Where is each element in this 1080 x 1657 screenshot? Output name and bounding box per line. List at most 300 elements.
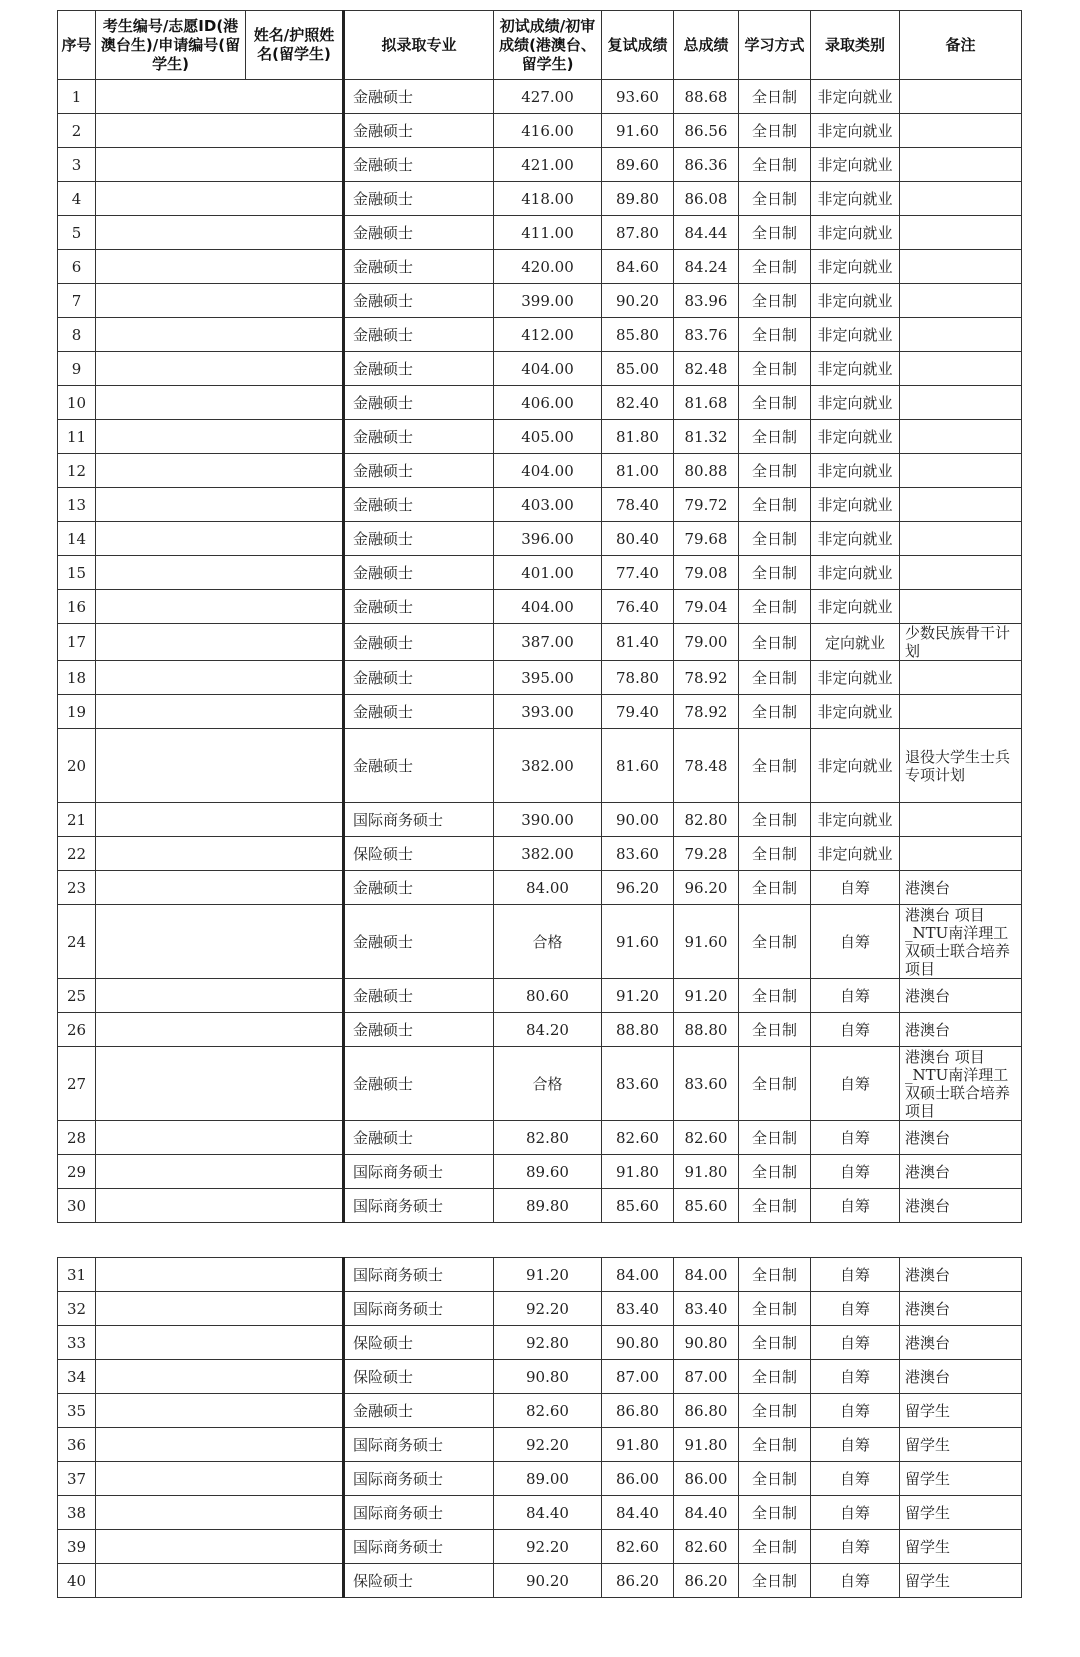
cell-total: 88.68: [674, 80, 739, 114]
cell-retest: 91.60: [602, 905, 674, 979]
table-row: [58, 1394, 1022, 1428]
cell-id: [96, 695, 246, 729]
cell-category: 自筹: [811, 1360, 900, 1394]
cell-total: 78.48: [674, 729, 739, 803]
header-seq: 序号: [58, 11, 96, 80]
cell-name: [246, 1462, 344, 1496]
cell-major: 金融硕士: [344, 250, 494, 284]
cell-seq: 12: [58, 454, 96, 488]
table-row: [58, 1462, 1022, 1496]
cell-prelim: 382.00: [494, 729, 602, 803]
cell-seq: 10: [58, 386, 96, 420]
cell-total: 79.08: [674, 556, 739, 590]
cell-remark: 港澳台: [900, 1292, 1022, 1326]
admission-table-continued: [57, 1257, 1022, 1598]
cell-total: 90.80: [674, 1326, 739, 1360]
cell-major: 金融硕士: [344, 556, 494, 590]
cell-remark: [900, 590, 1022, 624]
cell-seq: 17: [58, 624, 96, 661]
cell-id: [96, 1530, 246, 1564]
cell-id: [96, 979, 246, 1013]
cell-remark: 退役大学生士兵专项计划: [900, 729, 1022, 803]
cell-major: 金融硕士: [344, 871, 494, 905]
cell-name: [246, 1530, 344, 1564]
cell-major: 金融硕士: [344, 216, 494, 250]
cell-category: 自筹: [811, 1564, 900, 1598]
cell-name: [246, 522, 344, 556]
cell-seq: 22: [58, 837, 96, 871]
cell-seq: 6: [58, 250, 96, 284]
cell-seq: 13: [58, 488, 96, 522]
cell-major: 金融硕士: [344, 1394, 494, 1428]
cell-retest: 89.80: [602, 182, 674, 216]
cell-total: 79.68: [674, 522, 739, 556]
cell-prelim: 404.00: [494, 454, 602, 488]
cell-name: [246, 1258, 344, 1292]
cell-name: [246, 420, 344, 454]
cell-mode: 全日制: [739, 803, 811, 837]
cell-major: 国际商务硕士: [344, 1155, 494, 1189]
cell-seq: 32: [58, 1292, 96, 1326]
cell-remark: [900, 488, 1022, 522]
cell-mode: 全日制: [739, 871, 811, 905]
cell-major: 金融硕士: [344, 661, 494, 695]
cell-id: [96, 488, 246, 522]
cell-retest: 87.80: [602, 216, 674, 250]
cell-id: [96, 1360, 246, 1394]
cell-major: 国际商务硕士: [344, 1258, 494, 1292]
cell-remark: [900, 216, 1022, 250]
cell-total: 87.00: [674, 1360, 739, 1394]
cell-remark: [900, 556, 1022, 590]
cell-mode: 全日制: [739, 1530, 811, 1564]
cell-retest: 90.00: [602, 803, 674, 837]
cell-name: [246, 729, 344, 803]
cell-retest: 90.80: [602, 1326, 674, 1360]
cell-mode: 全日制: [739, 488, 811, 522]
cell-major: 国际商务硕士: [344, 1292, 494, 1326]
cell-total: 91.80: [674, 1428, 739, 1462]
cell-prelim: 合格: [494, 905, 602, 979]
cell-remark: 留学生: [900, 1530, 1022, 1564]
cell-retest: 76.40: [602, 590, 674, 624]
cell-mode: 全日制: [739, 454, 811, 488]
cell-mode: 全日制: [739, 1496, 811, 1530]
table-row: [58, 1326, 1022, 1360]
table-row: [58, 488, 1022, 522]
cell-id: [96, 284, 246, 318]
cell-category: 自筹: [811, 1258, 900, 1292]
cell-mode: 全日制: [739, 386, 811, 420]
cell-prelim: 89.00: [494, 1462, 602, 1496]
admission-list-sheet: [57, 10, 1021, 1598]
cell-category: 非定向就业: [811, 556, 900, 590]
cell-total: 79.00: [674, 624, 739, 661]
cell-prelim: 404.00: [494, 590, 602, 624]
cell-prelim: 90.80: [494, 1360, 602, 1394]
cell-major: 金融硕士: [344, 1121, 494, 1155]
cell-mode: 全日制: [739, 284, 811, 318]
cell-prelim: 84.40: [494, 1496, 602, 1530]
cell-total: 78.92: [674, 661, 739, 695]
cell-name: [246, 590, 344, 624]
cell-total: 86.80: [674, 1394, 739, 1428]
cell-mode: 全日制: [739, 695, 811, 729]
cell-retest: 84.00: [602, 1258, 674, 1292]
cell-prelim: 91.20: [494, 1258, 602, 1292]
cell-total: 84.40: [674, 1496, 739, 1530]
cell-prelim: 90.20: [494, 1564, 602, 1598]
cell-id: [96, 522, 246, 556]
table-row: [58, 979, 1022, 1013]
cell-retest: 90.20: [602, 284, 674, 318]
cell-category: 自筹: [811, 1326, 900, 1360]
cell-id: [96, 148, 246, 182]
cell-id: [96, 1189, 246, 1223]
cell-retest: 82.40: [602, 386, 674, 420]
table-row: [58, 284, 1022, 318]
cell-retest: 86.20: [602, 1564, 674, 1598]
cell-category: 自筹: [811, 1462, 900, 1496]
table-body-part2: [58, 1258, 1022, 1598]
table-row: [58, 1360, 1022, 1394]
cell-category: 非定向就业: [811, 590, 900, 624]
cell-remark: 少数民族骨干计划: [900, 624, 1022, 661]
cell-total: 91.80: [674, 1155, 739, 1189]
cell-remark: 港澳台: [900, 979, 1022, 1013]
cell-mode: 全日制: [739, 114, 811, 148]
cell-major: 国际商务硕士: [344, 1189, 494, 1223]
table-row: [58, 1564, 1022, 1598]
cell-prelim: 406.00: [494, 386, 602, 420]
cell-mode: 全日制: [739, 1047, 811, 1121]
table-row: [58, 556, 1022, 590]
header-name: 姓名/护照姓名(留学生): [246, 11, 344, 80]
cell-category: 非定向就业: [811, 114, 900, 148]
cell-category: 非定向就业: [811, 250, 900, 284]
cell-remark: [900, 80, 1022, 114]
cell-total: 79.04: [674, 590, 739, 624]
cell-major: 国际商务硕士: [344, 1462, 494, 1496]
cell-major: 金融硕士: [344, 695, 494, 729]
cell-major: 国际商务硕士: [344, 1428, 494, 1462]
cell-seq: 20: [58, 729, 96, 803]
cell-retest: 87.00: [602, 1360, 674, 1394]
cell-total: 81.68: [674, 386, 739, 420]
cell-major: 金融硕士: [344, 420, 494, 454]
cell-prelim: 382.00: [494, 837, 602, 871]
table-row: [58, 1189, 1022, 1223]
cell-category: 非定向就业: [811, 216, 900, 250]
cell-prelim: 416.00: [494, 114, 602, 148]
cell-major: 金融硕士: [344, 114, 494, 148]
cell-category: 非定向就业: [811, 454, 900, 488]
cell-seq: 11: [58, 420, 96, 454]
cell-retest: 85.60: [602, 1189, 674, 1223]
cell-id: [96, 1462, 246, 1496]
cell-name: [246, 1496, 344, 1530]
cell-total: 82.60: [674, 1121, 739, 1155]
cell-total: 86.20: [674, 1564, 739, 1598]
cell-remark: 港澳台: [900, 1189, 1022, 1223]
cell-retest: 96.20: [602, 871, 674, 905]
cell-mode: 全日制: [739, 216, 811, 250]
cell-major: 国际商务硕士: [344, 803, 494, 837]
table-row: [58, 905, 1022, 979]
cell-id: [96, 1155, 246, 1189]
cell-category: 自筹: [811, 979, 900, 1013]
cell-id: [96, 352, 246, 386]
cell-category: 非定向就业: [811, 318, 900, 352]
cell-major: 金融硕士: [344, 905, 494, 979]
cell-mode: 全日制: [739, 1292, 811, 1326]
cell-prelim: 421.00: [494, 148, 602, 182]
cell-category: 非定向就业: [811, 420, 900, 454]
cell-seq: 21: [58, 803, 96, 837]
cell-total: 81.32: [674, 420, 739, 454]
cell-id: [96, 1394, 246, 1428]
cell-major: 金融硕士: [344, 729, 494, 803]
cell-retest: 83.40: [602, 1292, 674, 1326]
cell-remark: [900, 182, 1022, 216]
cell-remark: 港澳台: [900, 1121, 1022, 1155]
cell-seq: 39: [58, 1530, 96, 1564]
cell-remark: 留学生: [900, 1564, 1022, 1598]
table-row: [58, 1121, 1022, 1155]
cell-category: 非定向就业: [811, 729, 900, 803]
cell-category: 自筹: [811, 1428, 900, 1462]
cell-retest: 91.20: [602, 979, 674, 1013]
cell-id: [96, 182, 246, 216]
cell-major: 金融硕士: [344, 352, 494, 386]
cell-retest: 81.40: [602, 624, 674, 661]
cell-major: 金融硕士: [344, 80, 494, 114]
cell-total: 91.60: [674, 905, 739, 979]
table-row: [58, 386, 1022, 420]
cell-id: [96, 837, 246, 871]
cell-total: 83.60: [674, 1047, 739, 1121]
cell-id: [96, 386, 246, 420]
cell-id: [96, 114, 246, 148]
cell-retest: 86.80: [602, 1394, 674, 1428]
cell-name: [246, 1394, 344, 1428]
cell-total: 80.88: [674, 454, 739, 488]
cell-name: [246, 1189, 344, 1223]
cell-prelim: 92.20: [494, 1530, 602, 1564]
cell-major: 保险硕士: [344, 1564, 494, 1598]
cell-prelim: 92.20: [494, 1292, 602, 1326]
cell-name: [246, 1428, 344, 1462]
cell-name: [246, 1326, 344, 1360]
cell-retest: 83.60: [602, 837, 674, 871]
table-row: [58, 216, 1022, 250]
cell-total: 78.92: [674, 695, 739, 729]
cell-remark: [900, 386, 1022, 420]
cell-seq: 23: [58, 871, 96, 905]
table-row: [58, 420, 1022, 454]
cell-remark: [900, 837, 1022, 871]
cell-major: 金融硕士: [344, 318, 494, 352]
cell-name: [246, 352, 344, 386]
cell-id: [96, 216, 246, 250]
cell-name: [246, 182, 344, 216]
cell-mode: 全日制: [739, 661, 811, 695]
cell-id: [96, 420, 246, 454]
cell-remark: [900, 803, 1022, 837]
cell-mode: 全日制: [739, 1394, 811, 1428]
cell-remark: 留学生: [900, 1428, 1022, 1462]
cell-name: [246, 148, 344, 182]
cell-id: [96, 729, 246, 803]
cell-mode: 全日制: [739, 1155, 811, 1189]
cell-total: 85.60: [674, 1189, 739, 1223]
cell-category: 自筹: [811, 1047, 900, 1121]
cell-id: [96, 1121, 246, 1155]
cell-remark: 留学生: [900, 1462, 1022, 1496]
cell-seq: 38: [58, 1496, 96, 1530]
cell-prelim: 427.00: [494, 80, 602, 114]
cell-major: 金融硕士: [344, 590, 494, 624]
cell-category: 定向就业: [811, 624, 900, 661]
cell-remark: [900, 695, 1022, 729]
cell-remark: 港澳台: [900, 1326, 1022, 1360]
cell-retest: 84.60: [602, 250, 674, 284]
cell-mode: 全日制: [739, 1013, 811, 1047]
cell-mode: 全日制: [739, 624, 811, 661]
cell-id: [96, 1564, 246, 1598]
cell-prelim: 80.60: [494, 979, 602, 1013]
cell-mode: 全日制: [739, 1258, 811, 1292]
table-row: [58, 1530, 1022, 1564]
cell-mode: 全日制: [739, 522, 811, 556]
table-row: [58, 695, 1022, 729]
cell-mode: 全日制: [739, 1360, 811, 1394]
cell-mode: 全日制: [739, 905, 811, 979]
cell-id: [96, 590, 246, 624]
cell-seq: 30: [58, 1189, 96, 1223]
cell-remark: [900, 250, 1022, 284]
table-row: [58, 1047, 1022, 1121]
table-row: [58, 1013, 1022, 1047]
cell-retest: 89.60: [602, 148, 674, 182]
cell-remark: 留学生: [900, 1394, 1022, 1428]
cell-prelim: 合格: [494, 1047, 602, 1121]
table-row: [58, 1292, 1022, 1326]
cell-mode: 全日制: [739, 1189, 811, 1223]
cell-name: [246, 803, 344, 837]
cell-name: [246, 905, 344, 979]
cell-major: 金融硕士: [344, 522, 494, 556]
cell-category: 自筹: [811, 1121, 900, 1155]
cell-category: 非定向就业: [811, 182, 900, 216]
cell-mode: 全日制: [739, 556, 811, 590]
table-row: [58, 1155, 1022, 1189]
cell-name: [246, 80, 344, 114]
cell-mode: 全日制: [739, 1326, 811, 1360]
cell-category: 自筹: [811, 1292, 900, 1326]
cell-major: 金融硕士: [344, 979, 494, 1013]
cell-total: 79.28: [674, 837, 739, 871]
cell-prelim: 420.00: [494, 250, 602, 284]
table-row: [58, 1258, 1022, 1292]
cell-prelim: 84.00: [494, 871, 602, 905]
table-row: [58, 250, 1022, 284]
header-row: [58, 11, 1022, 80]
cell-id: [96, 1047, 246, 1121]
cell-remark: [900, 114, 1022, 148]
cell-seq: 31: [58, 1258, 96, 1292]
cell-remark: [900, 318, 1022, 352]
cell-remark: 港澳台: [900, 1360, 1022, 1394]
cell-seq: 24: [58, 905, 96, 979]
cell-name: [246, 284, 344, 318]
cell-seq: 36: [58, 1428, 96, 1462]
table-row: [58, 522, 1022, 556]
cell-name: [246, 1292, 344, 1326]
cell-name: [246, 1013, 344, 1047]
cell-total: 82.60: [674, 1530, 739, 1564]
cell-total: 83.40: [674, 1292, 739, 1326]
cell-retest: 79.40: [602, 695, 674, 729]
cell-retest: 81.00: [602, 454, 674, 488]
cell-seq: 7: [58, 284, 96, 318]
cell-seq: 5: [58, 216, 96, 250]
cell-prelim: 403.00: [494, 488, 602, 522]
cell-mode: 全日制: [739, 318, 811, 352]
cell-name: [246, 1564, 344, 1598]
cell-name: [246, 979, 344, 1013]
table-row: [58, 80, 1022, 114]
cell-category: 自筹: [811, 1394, 900, 1428]
cell-mode: 全日制: [739, 420, 811, 454]
cell-mode: 全日制: [739, 182, 811, 216]
cell-remark: [900, 352, 1022, 386]
cell-major: 金融硕士: [344, 624, 494, 661]
cell-major: 金融硕士: [344, 386, 494, 420]
cell-category: 非定向就业: [811, 148, 900, 182]
table-row: [58, 624, 1022, 661]
cell-category: 非定向就业: [811, 386, 900, 420]
cell-category: 自筹: [811, 1013, 900, 1047]
cell-prelim: 89.80: [494, 1189, 602, 1223]
cell-id: [96, 250, 246, 284]
cell-total: 96.20: [674, 871, 739, 905]
cell-category: 非定向就业: [811, 695, 900, 729]
table-row: [58, 318, 1022, 352]
cell-seq: 27: [58, 1047, 96, 1121]
cell-mode: 全日制: [739, 837, 811, 871]
cell-seq: 26: [58, 1013, 96, 1047]
header-prelim: 初试成绩/初审成绩(港澳台、留学生): [494, 11, 602, 80]
cell-id: [96, 556, 246, 590]
cell-seq: 25: [58, 979, 96, 1013]
admission-table: [57, 10, 1022, 1223]
cell-id: [96, 1496, 246, 1530]
cell-retest: 78.80: [602, 661, 674, 695]
cell-major: 保险硕士: [344, 1326, 494, 1360]
cell-name: [246, 695, 344, 729]
cell-retest: 86.00: [602, 1462, 674, 1496]
cell-remark: [900, 284, 1022, 318]
cell-retest: 83.60: [602, 1047, 674, 1121]
cell-category: 非定向就业: [811, 803, 900, 837]
cell-prelim: 390.00: [494, 803, 602, 837]
cell-total: 79.72: [674, 488, 739, 522]
cell-id: [96, 1258, 246, 1292]
cell-prelim: 82.60: [494, 1394, 602, 1428]
cell-retest: 77.40: [602, 556, 674, 590]
cell-seq: 1: [58, 80, 96, 114]
